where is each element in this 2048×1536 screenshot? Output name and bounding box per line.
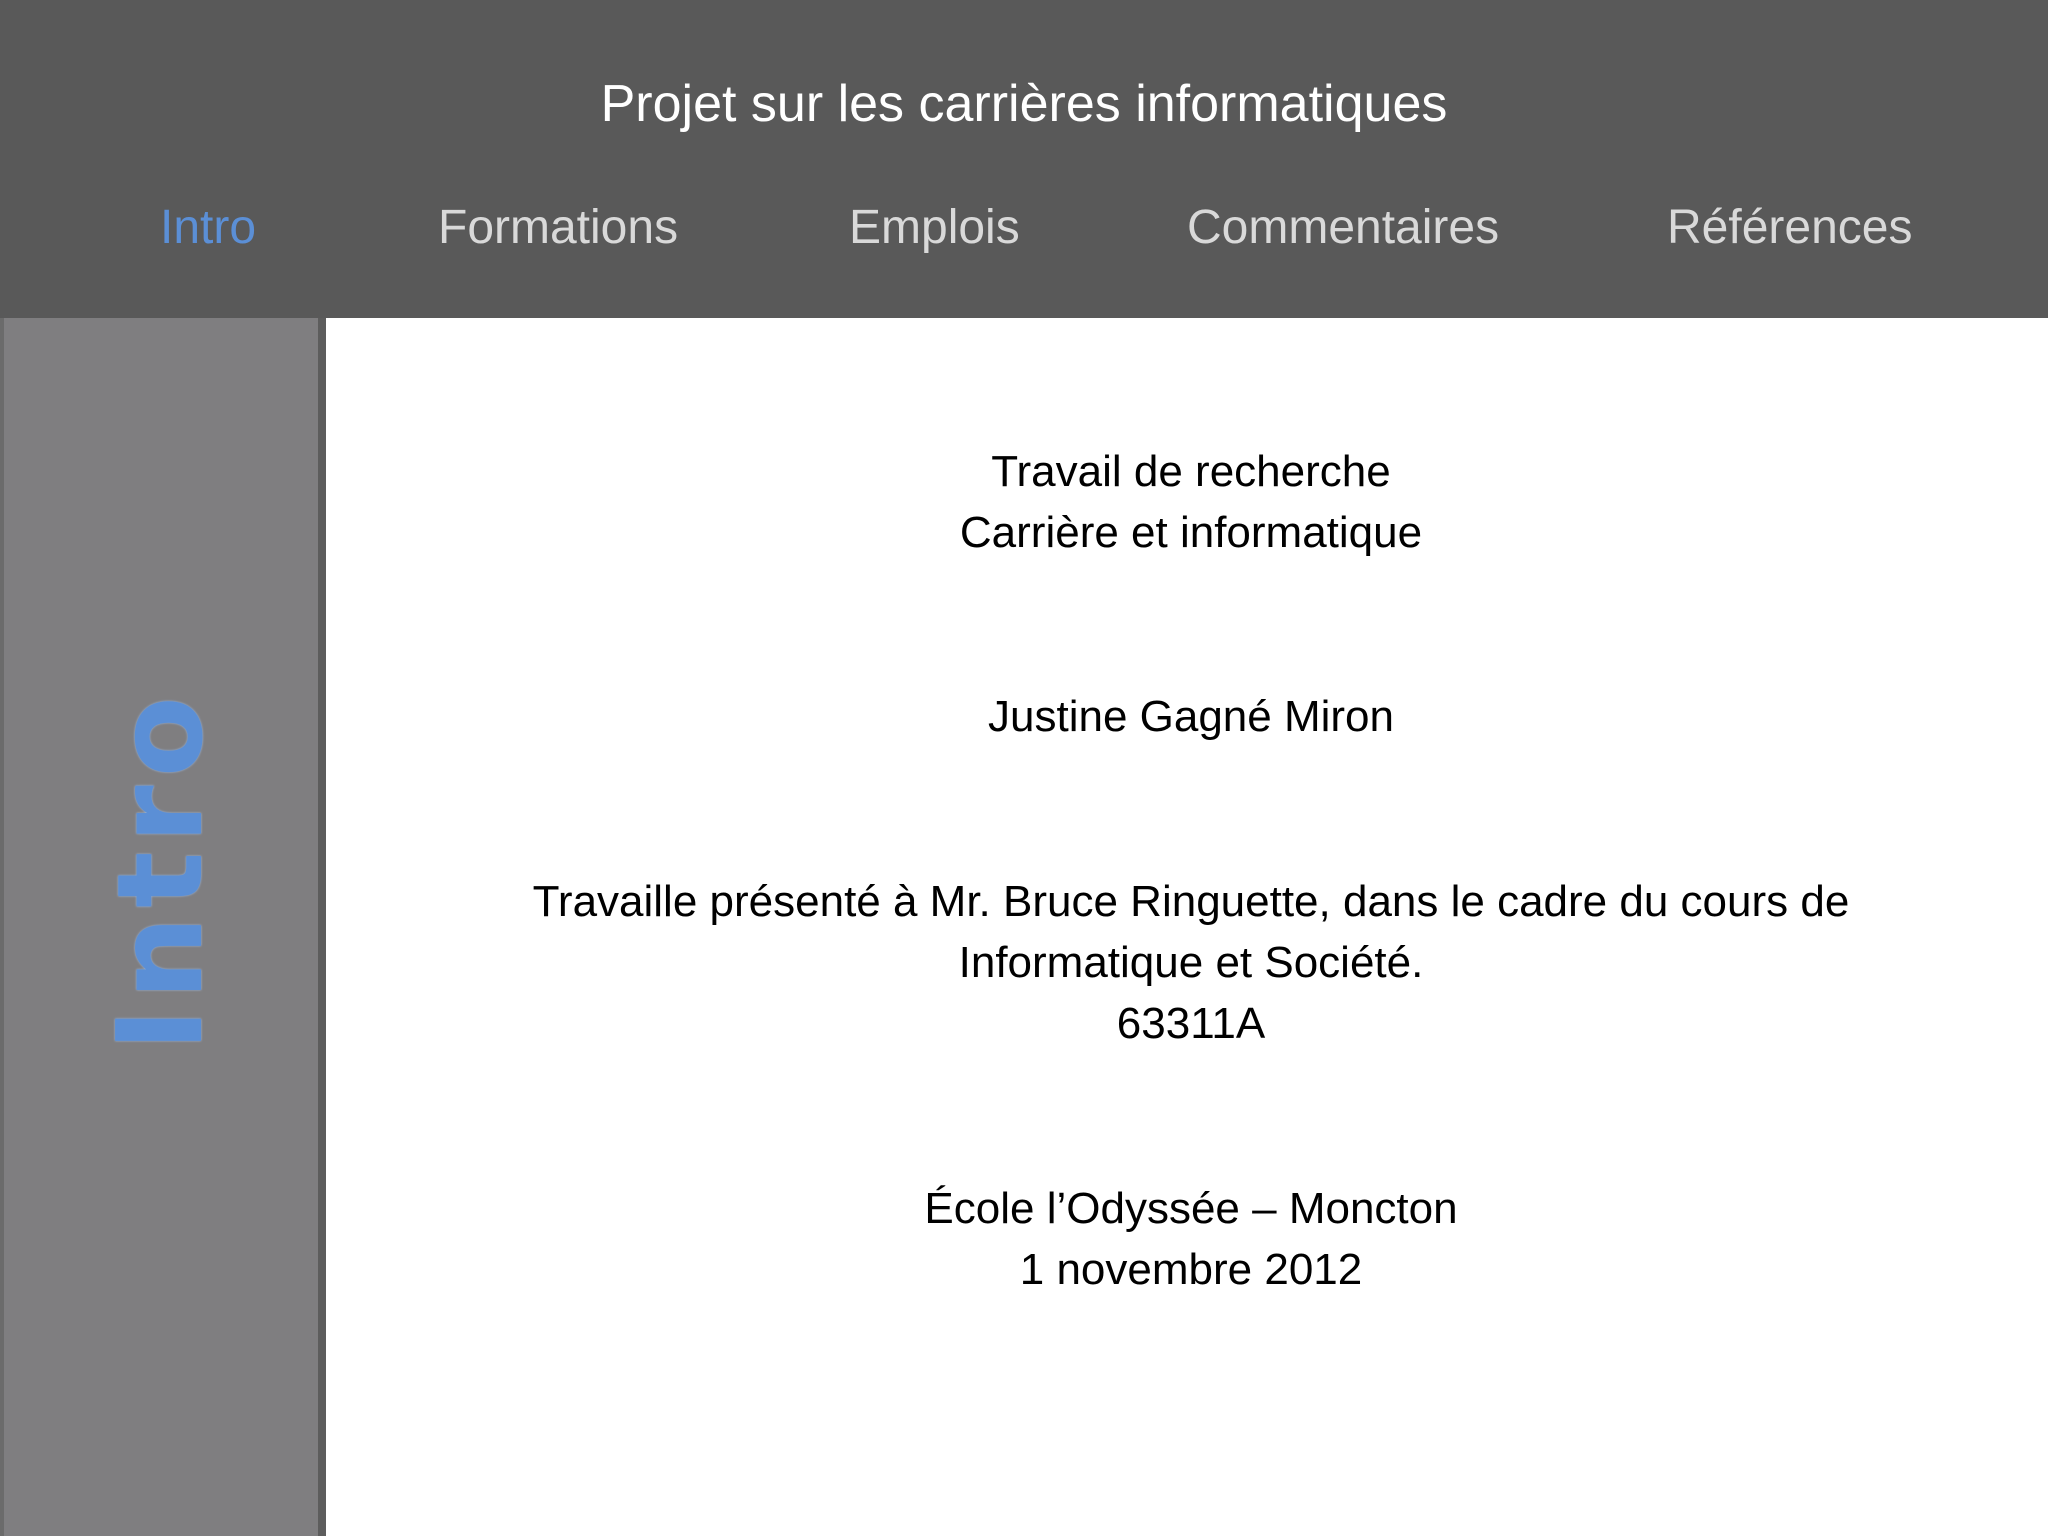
title-block (334, 441, 2048, 563)
work-type-line: Travail de recherche (991, 447, 1391, 496)
course-code: 63311A (1116, 999, 1266, 1048)
presentation-title: Projet sur les carrières informatiques (600, 75, 1448, 133)
author-name: Justine Gagné Miron (988, 692, 1394, 741)
header-bar (0, 0, 2048, 318)
author-block (334, 686, 2048, 747)
nav-item-formations[interactable]: Formations (438, 201, 679, 254)
work-subject-line: Carrière et informatique (959, 508, 1423, 557)
nav-item-references[interactable]: Références (1667, 201, 1913, 254)
school-block (334, 1178, 2048, 1300)
school-name: École l’Odyssée – Moncton (924, 1184, 1458, 1233)
presentation-date: 1 novembre 2012 (1019, 1245, 1363, 1294)
presented-to-line: Travaille présenté à Mr. Bruce Ringuette, dans le cadre du cours de (532, 877, 1850, 926)
sidebar-section-label: Intro (91, 688, 229, 1052)
main-content (334, 318, 2048, 1536)
nav-item-emplois[interactable]: Emplois (849, 201, 1020, 254)
presented-to-block (334, 871, 2048, 1054)
nav-item-commentaires[interactable]: Commentaires (1187, 201, 1500, 254)
course-name-line: Informatique et Société. (958, 938, 1424, 987)
nav-item-intro[interactable]: Intro (160, 201, 257, 254)
